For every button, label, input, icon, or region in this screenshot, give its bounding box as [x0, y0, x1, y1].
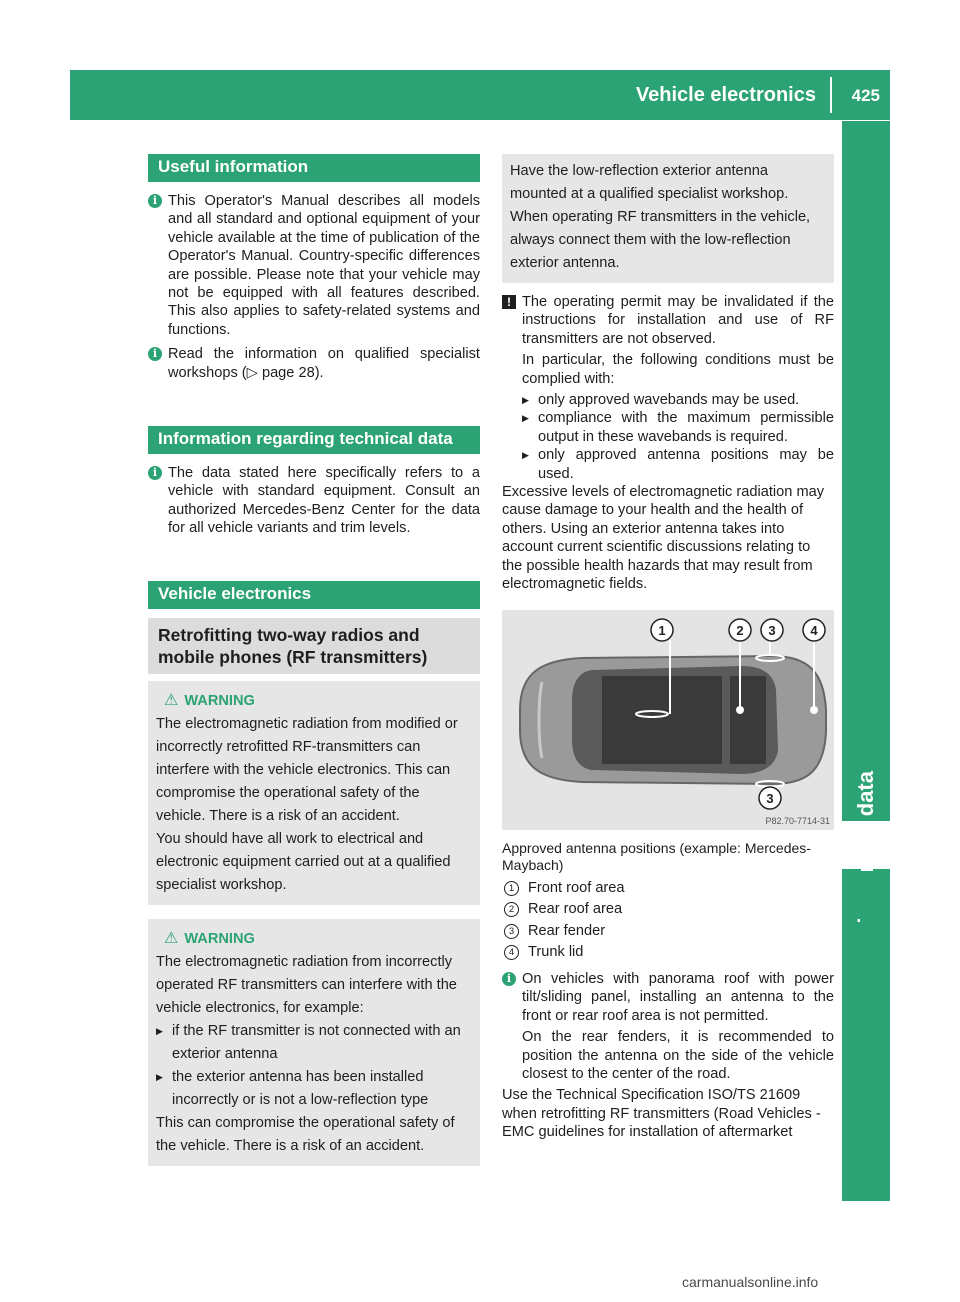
figure-marker	[761, 619, 783, 641]
legend-item	[502, 921, 834, 943]
warning-title-text: WARNING	[184, 692, 255, 709]
info-note	[148, 345, 480, 382]
notice-text: In particular, the following conditions must be complied with:	[522, 352, 834, 387]
legend-number: 3	[504, 924, 519, 939]
info-text: On vehicles with panorama roof with power tilt/sliding panel, installing an antenna to the front or rear roof area is not permitted.	[522, 970, 834, 1024]
subsection-heading-line: mobile phones (RF transmitters)	[158, 646, 428, 667]
page-number: 425	[851, 86, 880, 105]
warning-title-text: WARNING	[184, 930, 255, 947]
notice-text: The operating permit may be invalidated if the instructions for installation and use of RF transmitters are not observed.	[522, 294, 834, 347]
antenna-positions-figure	[502, 610, 834, 830]
figure-marker	[759, 787, 781, 809]
legend-label: Rear fender	[528, 922, 606, 939]
watermark: carmanualsonline.info	[682, 1274, 819, 1290]
legend-item	[502, 899, 834, 921]
chapter-tab-marker	[842, 821, 890, 869]
chapter-tab	[842, 121, 890, 1201]
right-column	[502, 154, 834, 1142]
legend-item	[502, 878, 834, 900]
legend-number: 4	[504, 945, 519, 960]
body-paragraph: Excessive levels of electromagnetic radiation may cause damage to your health and the health of others. Using an exterior antenna takes into account current scientific discussions relating to the possible health hazards that may result from electromagnetic fields.	[502, 484, 825, 593]
legend-label: Rear roof area	[528, 901, 623, 918]
notice-bullet: ▶ only approved antenna positions may be used.	[522, 446, 834, 483]
subsection-heading-line: Retrofitting two-way radios and	[158, 624, 420, 645]
figure-caption: Approved antenna positions (example: Mercedes-Maybach)	[502, 839, 811, 873]
svg-text:3: 3	[766, 790, 774, 806]
info-text: This Operator's Manual describes all models and all standard and optional equipment of your vehicle available at the time of publication of the Operator's Manual. Country-specific differences are possible. Please note that your vehicle may not be equipped with all features described. This also applies to safety-related systems and functions.	[168, 193, 480, 338]
header-title: Vehicle electronics	[635, 84, 816, 106]
header-separator	[830, 77, 832, 113]
svg-text:4: 4	[810, 622, 818, 638]
figure-marker	[803, 619, 825, 641]
svg-text:1: 1	[658, 622, 666, 638]
warning-bullet: ▶ the exterior antenna has been installed incorrectly or is not a low-reflection type	[156, 1066, 472, 1112]
warning-triangle-icon: ⚠	[164, 929, 179, 947]
notice-bullet: ▶ compliance with the maximum permissible output in these wavebands is required.	[522, 409, 834, 446]
svg-text:3: 3	[768, 622, 776, 638]
info-text: The data stated here specifically refers to a vehicle with standard equipment. Consult an authorized Mercedes-Benz Center for the data for all vehicle variants and trim levels.	[168, 465, 480, 537]
body-paragraph: Use the Technical Specification ISO/TS 21609 when retrofitting RF transmitters (Road Vehicles - EMC guidelines for installation of aftermarket	[502, 1087, 821, 1141]
warning-title	[156, 927, 472, 951]
legend-number: 2	[504, 902, 519, 917]
section-heading-vehicle-electronics: Vehicle electronics	[148, 581, 480, 609]
legend-number: 1	[504, 881, 519, 896]
info-icon: i	[148, 466, 162, 480]
section-heading-technical-data: Information regarding technical data	[148, 426, 480, 454]
figure-code: P82.70-7714-31	[765, 815, 830, 826]
info-note	[148, 464, 480, 538]
car-top-view-illustration	[502, 610, 834, 830]
continued-warning-box: Have the low-reflection exterior antenna mounted at a qualified specialist workshop. When operating RF transmitters in the vehicle, always connect them with the low-reflection exterior antenna.	[502, 154, 834, 283]
legend-item	[502, 942, 834, 964]
warning-text: This can compromise the operational safety of the vehicle. There is a risk of an accident.	[156, 1114, 455, 1154]
warning-title	[156, 689, 472, 713]
warning-text: The electromagnetic radiation from incorrectly operated RF transmitters can interfere with the vehicle electronics, for example:	[156, 953, 457, 1016]
info-note	[502, 970, 834, 1083]
svg-text:2: 2	[736, 622, 744, 638]
info-icon: i	[148, 347, 162, 361]
exclamation-icon: !	[502, 295, 516, 309]
warning-text: The electromagnetic radiation from modified or incorrectly retrofitted RF-transmitters can interfere with the vehicle electronics. This can compromise the operational safety of the vehicle. There is a risk of an accident.	[156, 715, 458, 824]
warning-box	[148, 919, 480, 1166]
warning-bullet: ▶ if the RF transmitter is not connected with an exterior antenna	[156, 1020, 472, 1066]
warning-box	[148, 681, 480, 905]
left-column	[148, 154, 480, 1166]
subsection-heading-retrofitting	[148, 618, 480, 674]
chapter-tab-block	[842, 871, 890, 919]
info-icon: i	[148, 194, 162, 208]
info-note	[148, 192, 480, 339]
legend-label: Front roof area	[528, 879, 625, 896]
figure-marker	[729, 619, 751, 641]
section-heading-useful-information: Useful information	[148, 154, 480, 182]
warning-text: You should have all work to electrical and electronic equipment carried out at a qualified specialist workshop.	[156, 830, 451, 893]
info-text: On the rear fenders, it is recommended to position the antenna on the side of the vehicle closest to the center of the road.	[522, 1029, 834, 1082]
warning-triangle-icon: ⚠	[164, 691, 179, 709]
page-header	[70, 70, 890, 120]
info-icon: i	[502, 972, 516, 986]
figure-marker	[651, 619, 673, 641]
notice-note	[502, 293, 834, 483]
legend-label: Trunk lid	[528, 944, 584, 961]
info-text: Read the information on qualified specialist workshops (▷ page 28).	[168, 346, 480, 381]
notice-bullet: ▶ only approved wavebands may be used.	[522, 391, 834, 409]
